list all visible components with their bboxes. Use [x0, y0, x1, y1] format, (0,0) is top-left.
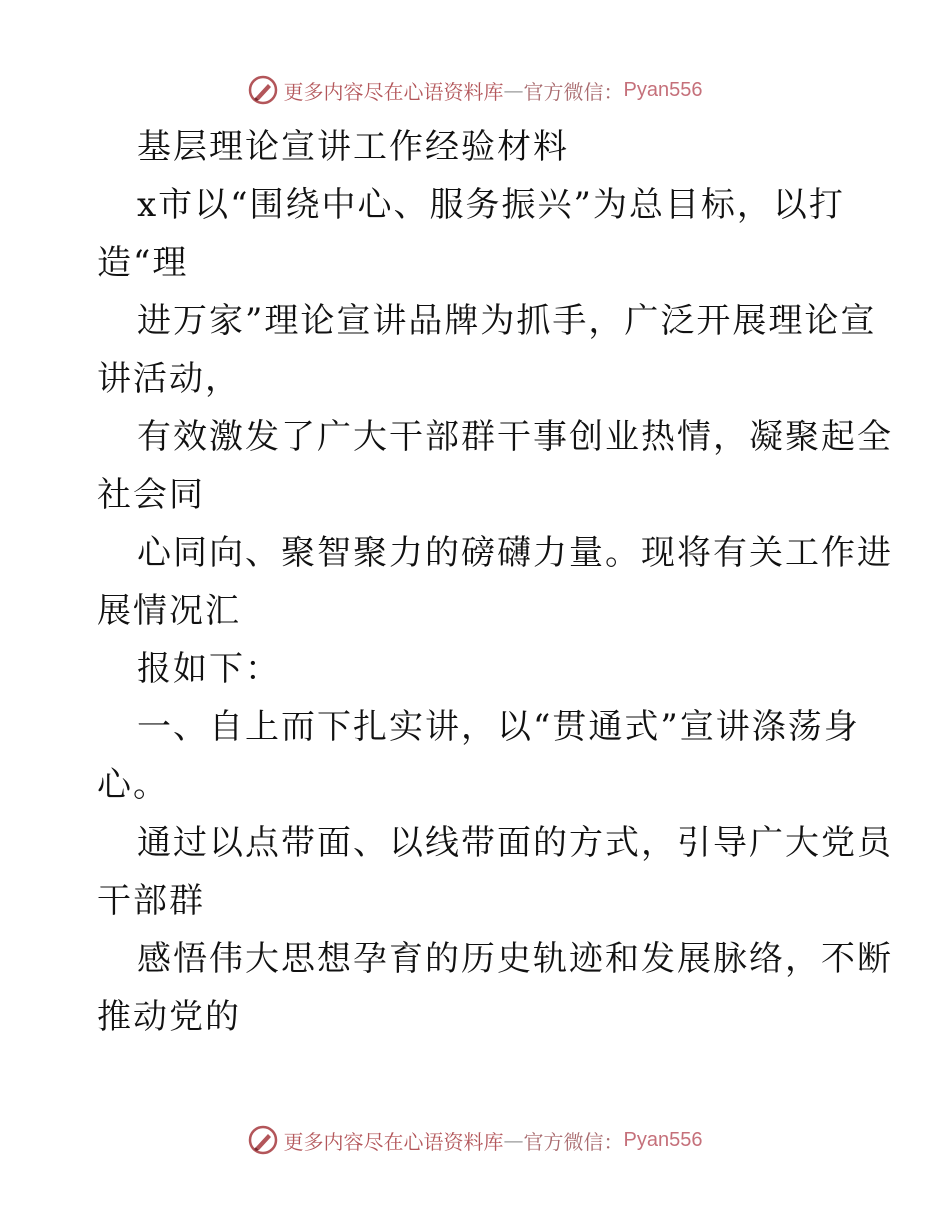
banner-text: 更多内容尽在心语资料库: [283, 1129, 504, 1154]
paragraph-line: 干部群: [97, 881, 205, 921]
paragraph-line: 讲活动，: [97, 359, 241, 399]
paragraph-line: 造“理: [97, 243, 189, 283]
paragraph-line: 社会同: [97, 475, 205, 515]
paragraph-line: 一、自上而下扎实讲，以“贯通式”宣讲涤荡身: [137, 707, 860, 747]
document-title: 基层理论宣讲工作经验材料: [137, 127, 569, 167]
paragraph-line: 报如下：: [137, 649, 281, 689]
paragraph-line: 有效激发了广大干部群干事创业热情，凝聚起全: [137, 417, 893, 457]
paragraph-line: 进万家”理论宣讲品牌为抓手，广泛开展理论宣: [137, 301, 877, 341]
paragraph-line: 心同向、聚智聚力的磅礴力量。现将有关工作进: [137, 533, 893, 573]
banner-wechat-id: Pyan556: [623, 1128, 703, 1151]
footer-banner: [0, 1122, 950, 1158]
banner-wechat-label: 官方微信：: [523, 1129, 624, 1154]
paragraph-line: 推动党的: [97, 997, 241, 1037]
paragraph-line: 展情况汇: [97, 591, 241, 631]
header-banner: [0, 72, 950, 108]
banner-text: 更多内容尽在心语资料库: [283, 79, 504, 104]
document-body: [97, 118, 893, 1046]
banner-separator: —: [503, 1128, 524, 1152]
pen-logo-icon: [248, 1125, 278, 1155]
banner-separator: —: [503, 78, 524, 102]
pen-logo-icon: [248, 75, 278, 105]
paragraph-line: 感悟伟大思想孕育的历史轨迹和发展脉络，不断: [137, 939, 893, 979]
paragraph-line: 通过以点带面、以线带面的方式，引导广大党员: [137, 823, 893, 863]
paragraph-line: 心。: [97, 765, 169, 805]
banner-wechat-id: Pyan556: [623, 78, 703, 101]
banner-wechat-label: 官方微信：: [523, 79, 624, 104]
paragraph-line: x市以“围绕中心、服务振兴”为总目标，以打: [137, 185, 845, 225]
